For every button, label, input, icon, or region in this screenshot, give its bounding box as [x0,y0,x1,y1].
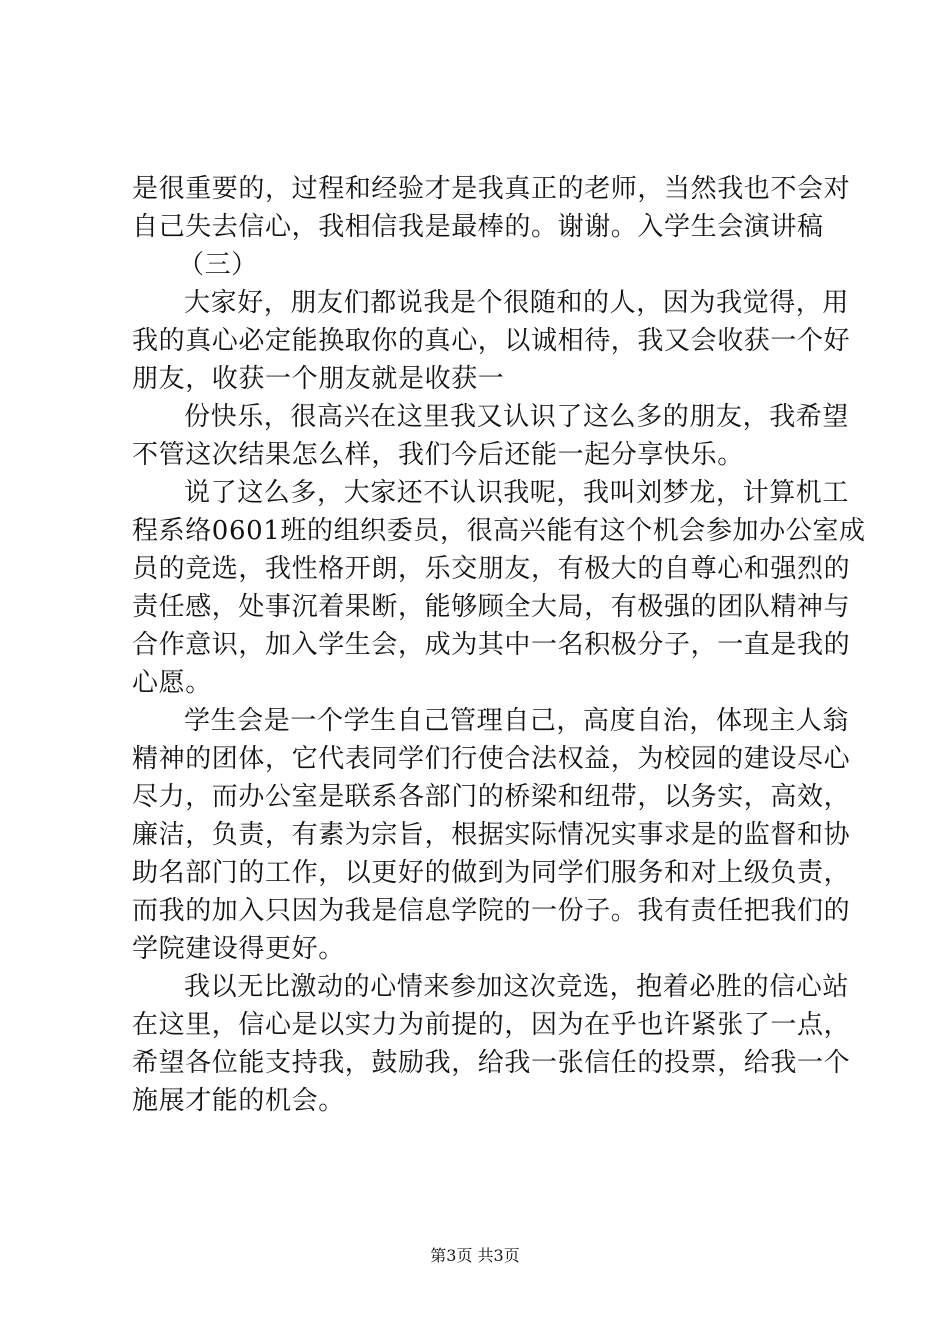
text-line: 合作意识，加入学生会，成为其中一名积极分子，一直是我的 [132,630,851,660]
text-line: 是很重要的，过程和经验才是我真正的老师，当然我也不会对 [132,174,851,204]
text-line: 心愿。 [132,668,212,698]
text-line: 尽力，而办公室是联系各部门的桥梁和纽带，以务实，高效， [132,782,851,812]
text-line: 希望各位能支持我，鼓励我，给我一张信任的投票，给我一个 [132,1048,851,1078]
section-heading: （三） [178,250,258,280]
text-line: 施展才能的机会。 [132,1086,345,1116]
text-line: 而我的加入只因为我是信息学院的一份子。我有责任把我们的 [132,896,851,926]
paragraph-start: 我以无比激动的心情来参加这次竞选，抱着必胜的信心站 [184,972,850,1002]
text-line: 廉洁，负责，有素为宗旨，根据实际情况实事求是的监督和协 [132,820,851,850]
text-line: 员的竞选，我性格开朗，乐交朋友，有极大的自尊心和强烈的 [132,554,851,584]
text-line: 不管这次结果怎么样，我们今后还能一起分享快乐。 [132,440,744,470]
text-line: 助名部门的工作，以更好的做到为同学们服务和对上级负责， [132,858,851,888]
page-number-footer: 第3页 共3页 [430,1246,520,1265]
text-line: 朋友，收获一个朋友就是收获一 [132,364,505,394]
text-line: 在这里，信心是以实力为前提的，因为在乎也许紧张了一点， [132,1010,851,1040]
text-line: 我的真心必定能换取你的真心，以诚相待，我又会收获一个好 [132,326,851,356]
paragraph-start: 学生会是一个学生自己管理自己，高度自治，体现主人翁 [184,706,850,736]
text-line: 精神的团体，它代表同学们行使合法权益，为校园的建设尽心 [132,744,851,774]
paragraph-start: 大家好，朋友们都说我是个很随和的人，因为我觉得，用 [184,288,850,318]
text-line: 责任感，处事沉着果断，能够顾全大局，有极强的团队精神与 [132,592,851,622]
paragraph-start: 份快乐，很高兴在这里我又认识了这么多的朋友，我希望 [184,402,850,432]
paragraph-start: 说了这么多，大家还不认识我呢，我叫刘梦龙，计算机工 [184,478,850,508]
text-line: 程系络0601班的组织委员，很高兴能有这个机会参加办公室成 [132,516,866,546]
text-line: 自己失去信心，我相信我是最棒的。谢谢。入学生会演讲稿 [132,212,824,242]
document-body [132,170,866,1120]
text-line: 学院建设得更好。 [132,934,345,964]
